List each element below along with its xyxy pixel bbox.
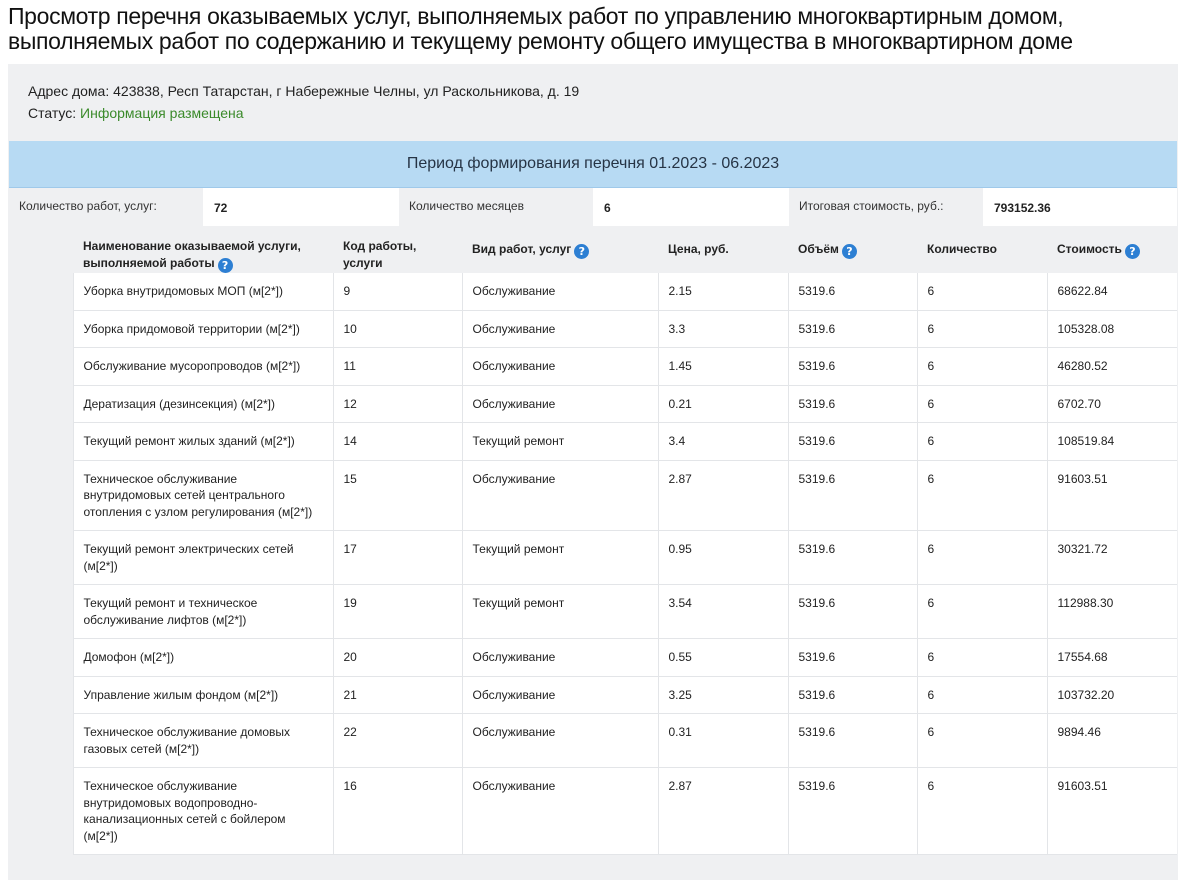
info-panel	[8, 64, 1178, 880]
cell-volume: 5319.6	[788, 385, 917, 423]
cell-quantity: 6	[917, 585, 1047, 639]
cell-price: 3.54	[658, 585, 788, 639]
table-body	[9, 273, 1177, 855]
header-price-label: Цена, руб.	[668, 242, 729, 256]
months-label: Количество месяцев	[399, 188, 593, 226]
cell-type: Обслуживание	[462, 385, 658, 423]
table-row	[9, 385, 1177, 423]
house-status	[28, 105, 244, 121]
cell-cost: 30321.72	[1047, 531, 1177, 585]
total-cost-label: Итоговая стоимость, руб.:	[789, 188, 983, 226]
table-row	[9, 639, 1177, 677]
cell-code: 10	[333, 310, 462, 348]
cell-type: Обслуживание	[462, 310, 658, 348]
cell-name: Уборка внутридомовых МОП (м[2*])	[73, 273, 333, 310]
status-label: Статус:	[28, 105, 77, 121]
row-gutter	[9, 310, 73, 348]
cell-price: 0.31	[658, 714, 788, 768]
cell-price: 3.25	[658, 676, 788, 714]
cell-price: 0.95	[658, 531, 788, 585]
header-quantity-label: Количество	[927, 242, 997, 256]
header-cost-label: Стоимость	[1057, 241, 1122, 256]
cell-volume: 5319.6	[788, 348, 917, 386]
total-cost-value: 793152.36	[983, 188, 1177, 226]
cell-quantity: 6	[917, 310, 1047, 348]
address-label: Адрес дома:	[28, 83, 110, 99]
cell-quantity: 6	[917, 423, 1047, 461]
cell-code: 9	[333, 273, 462, 310]
question-circle-icon[interactable]: ?	[574, 244, 589, 259]
table-row	[9, 348, 1177, 386]
cell-volume: 5319.6	[788, 768, 917, 855]
summary-bar	[9, 188, 1177, 227]
header-volume-label: Объём	[798, 241, 839, 256]
cell-quantity: 6	[917, 385, 1047, 423]
cell-type: Обслуживание	[462, 273, 658, 310]
period-label: Период формирования перечня 01.2023 - 06.2023	[406, 155, 780, 172]
cell-quantity: 6	[917, 531, 1047, 585]
cell-quantity: 6	[917, 639, 1047, 677]
cell-cost: 103732.20	[1047, 676, 1177, 714]
cell-cost: 17554.68	[1047, 639, 1177, 677]
cell-volume: 5319.6	[788, 423, 917, 461]
cell-type: Обслуживание	[462, 676, 658, 714]
row-gutter	[9, 273, 73, 310]
table-header-row	[9, 226, 1177, 273]
cell-price: 1.45	[658, 348, 788, 386]
cell-code: 16	[333, 768, 462, 855]
cell-cost: 91603.51	[1047, 768, 1177, 855]
cell-cost: 9894.46	[1047, 714, 1177, 768]
cell-cost: 46280.52	[1047, 348, 1177, 386]
row-gutter	[9, 676, 73, 714]
cell-name: Техническое обслуживание домовых газовых сетей (м[2*])	[73, 714, 333, 768]
cell-code: 11	[333, 348, 462, 386]
status-value: Информация размещена	[80, 105, 244, 121]
works-count-label: Количество работ, услуг:	[9, 188, 203, 226]
cell-quantity: 6	[917, 768, 1047, 855]
row-gutter	[9, 460, 73, 531]
cell-quantity: 6	[917, 460, 1047, 531]
cell-code: 20	[333, 639, 462, 677]
cell-type: Обслуживание	[462, 639, 658, 677]
row-gutter	[9, 714, 73, 768]
cell-volume: 5319.6	[788, 714, 917, 768]
cell-cost: 6702.70	[1047, 385, 1177, 423]
cell-price: 3.3	[658, 310, 788, 348]
header-cost	[1047, 226, 1177, 273]
cell-name: Текущий ремонт электрических сетей (м[2*])	[73, 531, 333, 585]
table-row	[9, 585, 1177, 639]
cell-name: Дератизация (дезинсекция) (м[2*])	[73, 385, 333, 423]
cell-code: 21	[333, 676, 462, 714]
cell-volume: 5319.6	[788, 531, 917, 585]
table-row	[9, 714, 1177, 768]
header-volume	[788, 226, 917, 273]
cell-name: Текущий ремонт и техническое обслуживание лифтов (м[2*])	[73, 585, 333, 639]
cell-price: 2.15	[658, 273, 788, 310]
cell-type: Текущий ремонт	[462, 423, 658, 461]
table-row	[9, 531, 1177, 585]
cell-volume: 5319.6	[788, 273, 917, 310]
cell-code: 17	[333, 531, 462, 585]
cell-price: 3.4	[658, 423, 788, 461]
question-circle-icon[interactable]: ?	[842, 244, 857, 259]
question-circle-icon[interactable]: ?	[1125, 244, 1140, 259]
services-table	[9, 226, 1177, 855]
table-row	[9, 676, 1177, 714]
cell-cost: 108519.84	[1047, 423, 1177, 461]
header-type	[462, 226, 658, 273]
cell-price: 0.55	[658, 639, 788, 677]
cell-code: 22	[333, 714, 462, 768]
header-gutter	[9, 226, 73, 273]
table-row	[9, 768, 1177, 855]
row-gutter	[9, 768, 73, 855]
page-title: Просмотр перечня оказываемых услуг, выполняемых работ по управлению многоквартирным домом, выполняемых работ по содержанию и текущему ремонту общего имущества в многоквартирном доме	[8, 3, 1073, 54]
table-row	[9, 423, 1177, 461]
cell-type: Обслуживание	[462, 768, 658, 855]
cell-quantity: 6	[917, 348, 1047, 386]
cell-name: Обслуживание мусоропроводов (м[2*])	[73, 348, 333, 386]
row-gutter	[9, 385, 73, 423]
cell-code: 19	[333, 585, 462, 639]
works-count-value: 72	[203, 188, 399, 226]
header-name	[73, 226, 333, 273]
cell-volume: 5319.6	[788, 460, 917, 531]
cell-code: 12	[333, 385, 462, 423]
cell-quantity: 6	[917, 676, 1047, 714]
months-value: 6	[593, 188, 789, 226]
address-value: 423838, Респ Татарстан, г Набережные Челны, ул Раскольникова, д. 19	[109, 83, 580, 99]
cell-type: Текущий ремонт	[462, 531, 658, 585]
question-circle-icon[interactable]: ?	[218, 258, 233, 273]
cell-code: 15	[333, 460, 462, 531]
period-header	[9, 141, 1177, 188]
cell-cost: 91603.51	[1047, 460, 1177, 531]
table-row	[9, 460, 1177, 531]
cell-type: Текущий ремонт	[462, 585, 658, 639]
row-gutter	[9, 531, 73, 585]
cell-volume: 5319.6	[788, 310, 917, 348]
cell-price: 0.21	[658, 385, 788, 423]
cell-name: Управление жилым фондом (м[2*])	[73, 676, 333, 714]
header-name-label: Наименование оказываемой услуги, выполняемой работы	[83, 239, 301, 270]
cell-code: 14	[333, 423, 462, 461]
services-table-wrapper	[9, 226, 1177, 855]
header-code-label: Код работы, услуги	[343, 239, 417, 270]
cell-price: 2.87	[658, 460, 788, 531]
cell-cost: 105328.08	[1047, 310, 1177, 348]
header-code	[333, 226, 462, 273]
cell-type: Обслуживание	[462, 714, 658, 768]
cell-name: Уборка придомовой территории (м[2*])	[73, 310, 333, 348]
cell-type: Обслуживание	[462, 348, 658, 386]
cell-volume: 5319.6	[788, 676, 917, 714]
header-type-label: Вид работ, услуг	[472, 241, 572, 256]
cell-name: Техническое обслуживание внутридомовых сетей центрального отопления с узлом регулирования (м[2*])	[73, 460, 333, 531]
cell-name: Домофон (м[2*])	[73, 639, 333, 677]
cell-name: Техническое обслуживание внутридомовых водопроводно-канализационных сетей с бойлером (м[2*])	[73, 768, 333, 855]
cell-volume: 5319.6	[788, 585, 917, 639]
cell-name: Текущий ремонт жилых зданий (м[2*])	[73, 423, 333, 461]
house-address	[28, 83, 579, 99]
table-row	[9, 310, 1177, 348]
table-row	[9, 273, 1177, 310]
cell-price: 2.87	[658, 768, 788, 855]
row-gutter	[9, 348, 73, 386]
header-quantity	[917, 226, 1047, 273]
row-gutter	[9, 585, 73, 639]
row-gutter	[9, 423, 73, 461]
cell-type: Обслуживание	[462, 460, 658, 531]
cell-quantity: 6	[917, 273, 1047, 310]
cell-quantity: 6	[917, 714, 1047, 768]
cell-volume: 5319.6	[788, 639, 917, 677]
header-price	[658, 226, 788, 273]
row-gutter	[9, 639, 73, 677]
cell-cost: 112988.30	[1047, 585, 1177, 639]
cell-cost: 68622.84	[1047, 273, 1177, 310]
